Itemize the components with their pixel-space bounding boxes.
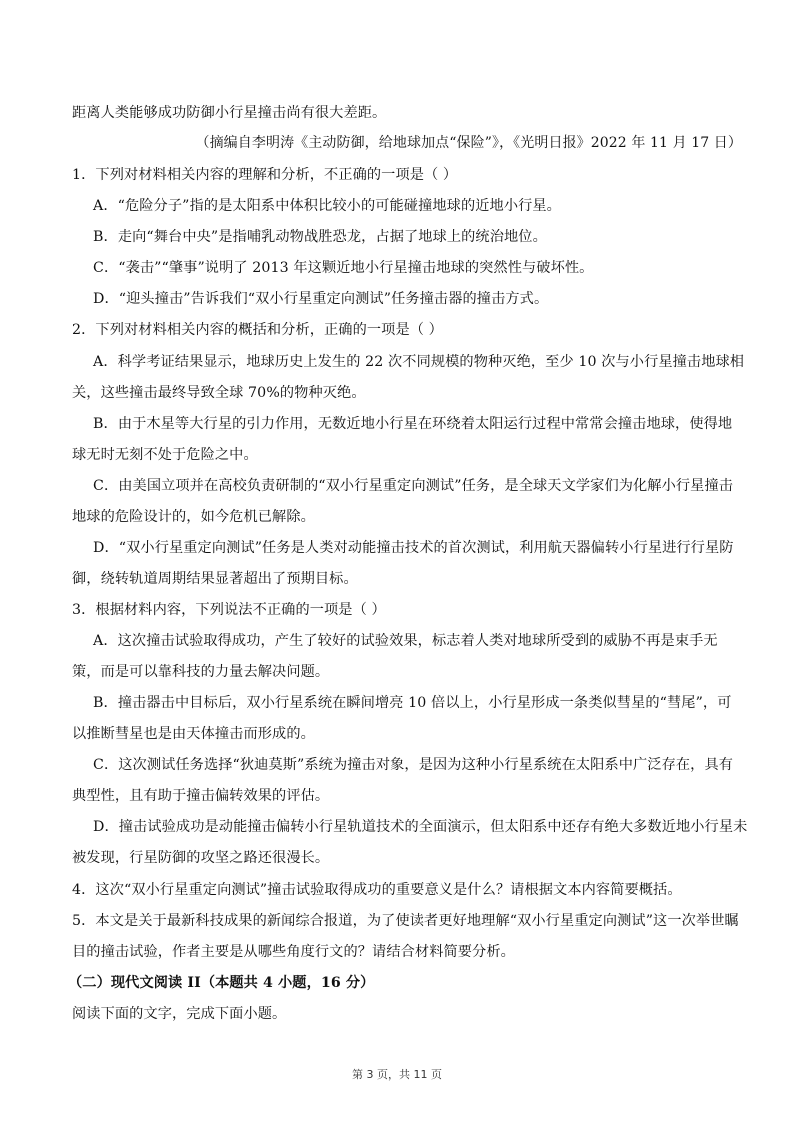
question-2-option-d: D．“双小行星重定向测试”任务是人类对动能撞击技术的首次测试，利用航天器偏转小行星进行行星防 xyxy=(93,540,734,556)
question-1-option-c: C．“袭击”“肇事”说明了 2013 年这颗近地小行星撞击地球的突然性与破坏性。 xyxy=(93,260,594,276)
intro-text: 距离人类能够成功防御小行星撞击尚有很大差距。 xyxy=(72,105,387,121)
section-instruction: 阅读下面的文字，完成下面小题。 xyxy=(72,1006,287,1022)
question-2-option-c: C．由美国立项并在高校负责研制的“双小行星重定向测试”任务，是全球天文学家们为化解小行星撞击 xyxy=(93,478,734,494)
question-1-option-a: A．“危险分子”指的是太阳系中体积比较小的可能碰撞地球的近地小行星。 xyxy=(93,198,561,214)
question-5-stem: 5．本文是关于最新科技成果的新闻综合报道，为了使读者更好地理解“双小行星重定向测试”这一次举世瞩 xyxy=(72,913,739,929)
question-2-option-d-cont: 御，绕转轨道周期结果显著超出了预期目标。 xyxy=(72,571,358,587)
question-3-option-a-cont: 策，而是可以靠科技的力量去解决问题。 xyxy=(72,664,330,680)
question-3-option-b-cont: 以推断彗星也是由天体撞击而形成的。 xyxy=(72,726,315,742)
question-2-option-a: A．科学考证结果显示，地球历史上发生的 22 次不同规模的物种灭绝，至少 10 次与小行星撞击地球相 xyxy=(93,354,745,370)
question-2-option-a-cont: 关，这些撞击最终导致全球 70%的物种灭绝。 xyxy=(72,385,366,401)
page-footer: 第 3 页，共 11 页 xyxy=(352,1068,442,1081)
question-3-option-c-cont: 典型性，且有助于撞击偏转效果的评估。 xyxy=(72,788,330,804)
question-3-option-a: A．这次撞击试验取得成功，产生了较好的试验效果，标志着人类对地球所受到的威胁不再是束手无 xyxy=(93,633,718,649)
question-2-option-b: B．由于木星等大行星的引力作用，无数近地小行星在环绕着太阳运行过程中常常会撞击地球，使得地 xyxy=(93,416,733,432)
question-1-stem: 1．下列对材料相关内容的理解和分析，不正确的一项是（ ） xyxy=(72,167,458,183)
question-3-option-d-cont: 被发现，行星防御的攻坚之路还很漫长。 xyxy=(72,850,330,866)
question-3-stem: 3．根据材料内容，下列说法不正确的一项是（ ） xyxy=(72,602,386,618)
question-5-stem-cont: 目的撞击试验，作者主要是从哪些角度行文的？请结合材料简要分析。 xyxy=(72,944,515,960)
question-3-option-d: D．撞击试验成功是动能撞击偏转小行星轨道技术的全面演示，但太阳系中还存有绝大多数近地小行星未 xyxy=(93,819,748,835)
question-1-option-b: B．走向“舞台中央”是指哺乳动物战胜恐龙，占据了地球上的统治地位。 xyxy=(93,229,547,245)
question-2-stem: 2．下列对材料相关内容的概括和分析，正确的一项是（ ） xyxy=(72,322,443,338)
source-citation: （摘编自李明涛《主动防御，给地球加点“保险”》，《光明日报》2022 年 11 月 17 日） xyxy=(195,135,742,151)
question-3-option-c: C．这次测试任务选择“狄迪莫斯”系统为撞击对象，是因为这种小行星系统在太阳系中广泛存在，具有 xyxy=(93,757,734,773)
question-2-option-b-cont: 球无时无刻不处于危险之中。 xyxy=(72,447,258,463)
question-1-option-d: D．“迎头撞击”告诉我们“双小行星重定向测试”任务撞击器的撞击方式。 xyxy=(93,291,549,307)
question-4-stem: 4．这次“双小行星重定向测试”撞击试验取得成功的重要意义是什么？请根据文本内容简要概括。 xyxy=(72,882,682,898)
question-3-option-b: B．撞击器击中目标后，双小行星系统在瞬间增亮 10 倍以上，小行星形成一条类似彗星的“彗尾”，可 xyxy=(93,695,732,711)
section-heading: （二）现代文阅读 II（本题共 4 小题，16 分） xyxy=(68,975,375,991)
question-2-option-c-cont: 地球的危险设计的，如今危机已解除。 xyxy=(72,509,315,525)
